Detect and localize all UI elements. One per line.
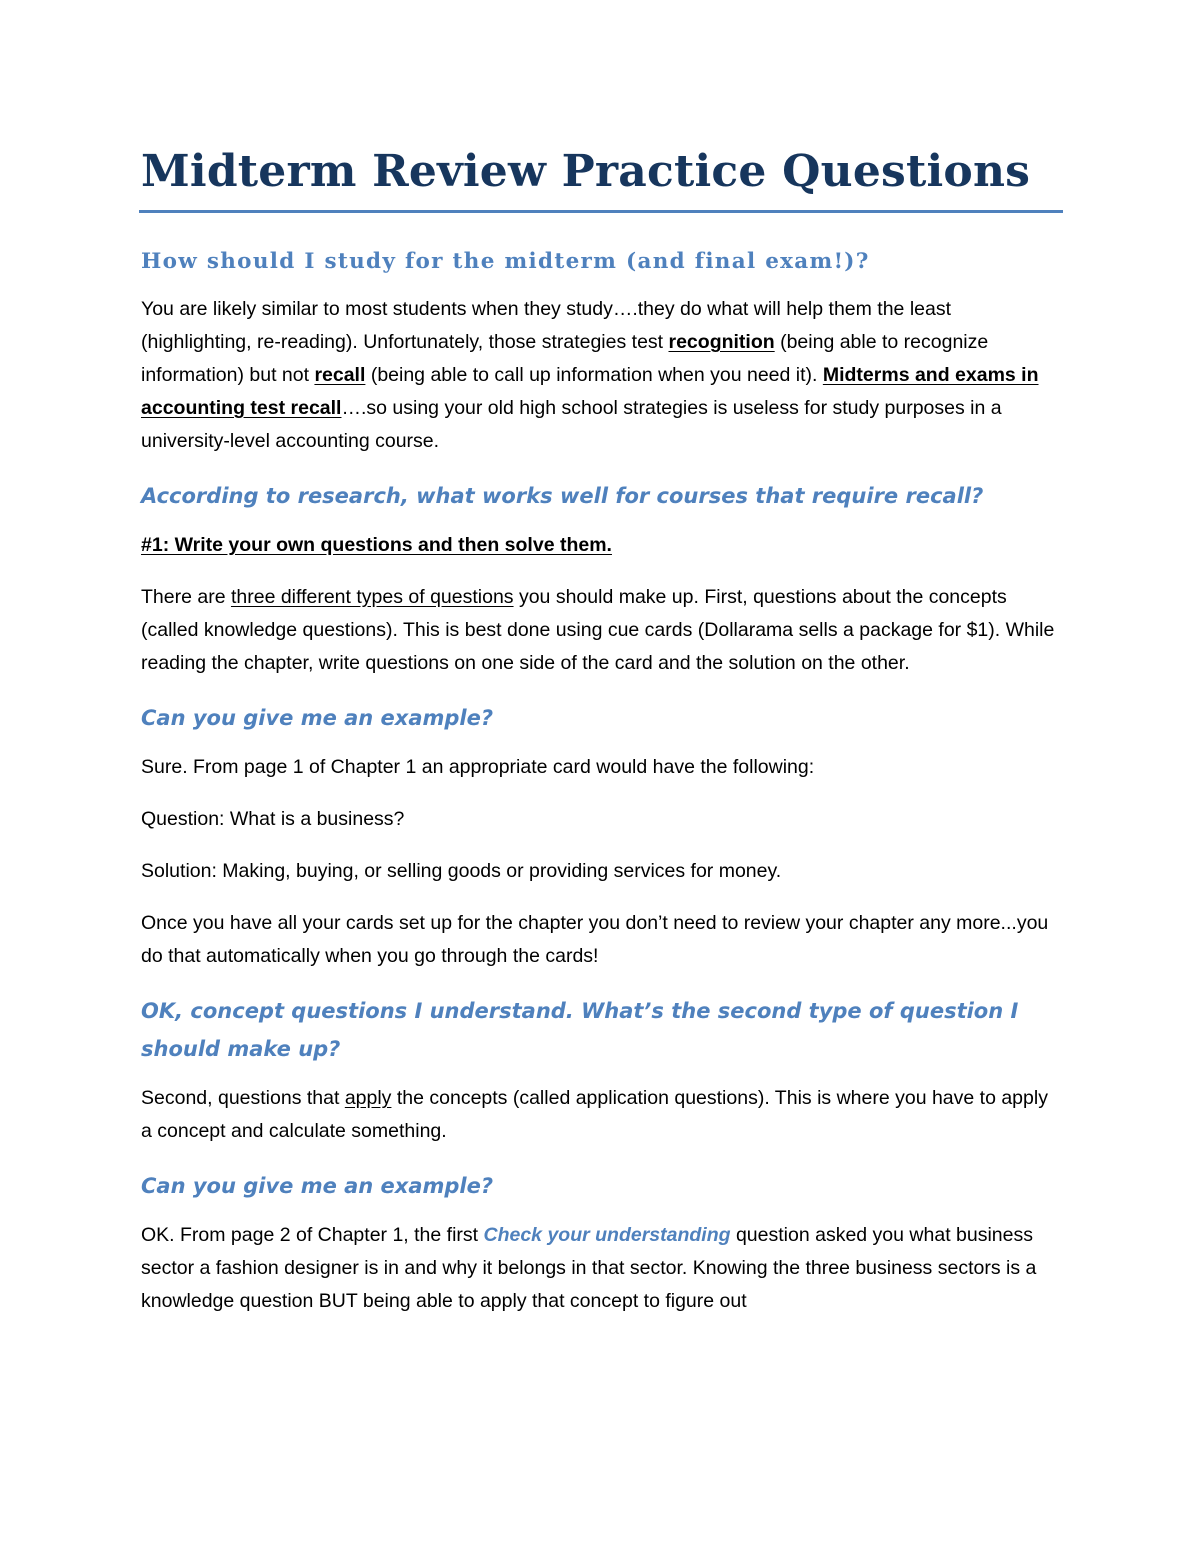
heading-research: According to research, what works well for courses that require recall? bbox=[141, 484, 984, 508]
step-1-heading bbox=[141, 529, 1063, 562]
heading-example-2: Can you give me an example? bbox=[141, 1174, 494, 1198]
document-page bbox=[141, 140, 1063, 1337]
text-run: There are bbox=[141, 586, 231, 608]
text-run: (being able to recognize information) but not bbox=[141, 331, 989, 386]
text-run: You are likely similar to most students when they study….they do what will help them the least (highlighting, re-reading). Unfortunately, those strategies test bbox=[141, 298, 952, 353]
text-run: (being able to call up information when you need it). bbox=[365, 364, 823, 386]
step-1-text: #1: Write your own questions and then solve them. bbox=[141, 534, 612, 556]
paragraph-check-understanding bbox=[141, 1219, 1063, 1318]
paragraph-study-strategies bbox=[141, 293, 1063, 458]
term-recall: recall bbox=[314, 364, 366, 386]
term-apply: apply bbox=[344, 1087, 392, 1109]
text-run: OK. From page 2 of Chapter 1, the first bbox=[141, 1224, 484, 1246]
term-midterms-test-recall: Midterms and exams in accounting test recall bbox=[141, 364, 1039, 419]
paragraph-question-types bbox=[141, 581, 1063, 680]
term-three-types: three different types of questions bbox=[230, 586, 514, 608]
text-run: question asked you what business sector a fashion designer is in and why it belongs in that sector. Knowing the three business sectors is a knowledge question BUT being able to apply that concept to figure out bbox=[141, 1224, 1037, 1312]
heading-example-1: Can you give me an example? bbox=[141, 706, 494, 730]
title-underline-rule bbox=[139, 210, 1063, 213]
paragraph-sure: Sure. From page 1 of Chapter 1 an appropriate card would have the following: bbox=[141, 756, 815, 778]
paragraph-question: Question: What is a business? bbox=[141, 808, 405, 830]
text-run: Second, questions that bbox=[141, 1087, 345, 1109]
term-check-your-understanding: Check your understanding bbox=[483, 1224, 731, 1246]
text-run: you should make up. First, questions about the concepts (called knowledge questions). This is best done using cue cards (Dollarama sells a package for $1). While reading the chapter, write questions on one side of the card and the solution on the other. bbox=[141, 586, 1055, 674]
heading-how-to-study: How should I study for the midterm (and final exam!)? bbox=[141, 249, 870, 274]
heading-second-type: OK, concept questions I understand. What’s the second type of question I should make up? bbox=[141, 999, 1019, 1061]
paragraph-once: Once you have all your cards set up for the chapter you don’t need to review your chapter any more...you do that automatically when you go through the cards! bbox=[141, 912, 1049, 967]
term-recognition: recognition bbox=[668, 331, 775, 353]
text-run: the concepts (called application questions). This is where you have to apply a concept and calculate something. bbox=[141, 1087, 1048, 1142]
text-run: ….so using your old high school strategies is useless for study purposes in a university-level accounting course. bbox=[141, 397, 1002, 452]
page-title: Midterm Review Practice Questions bbox=[141, 146, 1031, 197]
paragraph-application bbox=[141, 1082, 1063, 1148]
paragraph-solution: Solution: Making, buying, or selling goods or providing services for money. bbox=[141, 860, 782, 882]
